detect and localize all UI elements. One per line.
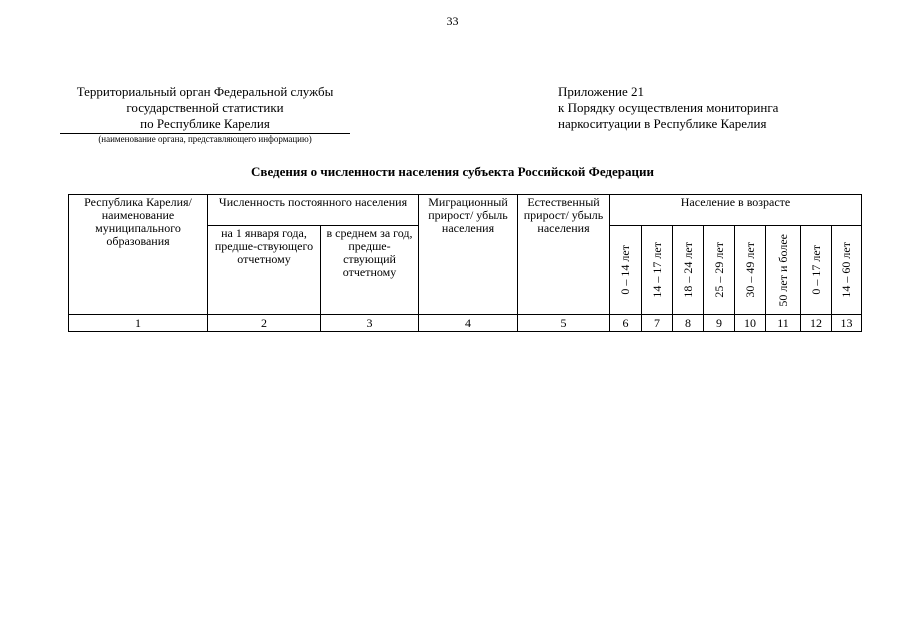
appendix-line: к Порядку осуществления мониторинга [558,100,779,115]
column-number: 6 [610,315,642,332]
column-number: 13 [832,315,862,332]
column-number: 11 [766,315,801,332]
header-age-label: 14 – 17 лет [649,242,664,298]
header-age-label: 0 – 14 лет [618,245,633,295]
appendix-block [558,84,778,132]
header-natural-growth: Естественный прирост/ убыль населения [518,195,610,315]
header-age-label: 25 – 29 лет [711,242,726,298]
header-migration: Миграционный прирост/ убыль населения [419,195,518,315]
header-age-label: 14 – 60 лет [839,242,854,298]
population-table [68,194,862,332]
column-number: 4 [419,315,518,332]
column-number-row [69,315,862,332]
header-age-25-29 [704,226,735,315]
organization-block [50,84,360,144]
header-age-50-plus [766,226,801,315]
column-number: 8 [673,315,704,332]
appendix-line: наркоситуации в Республике Карелия [558,116,767,131]
header-municipality: Республика Карелия/ наименование муниципального образования [69,195,208,315]
column-number: 3 [321,315,419,332]
header-age-label: 50 лет и более [776,233,791,307]
column-number: 12 [801,315,832,332]
header-age-0-17 [801,226,832,315]
column-number: 2 [208,315,321,332]
column-number: 9 [704,315,735,332]
header-age-14-60 [832,226,862,315]
header-age-label: 0 – 17 лет [808,245,823,295]
header-population-average: в среднем за год, предше-ствующий отчетному [321,226,419,315]
column-number: 10 [735,315,766,332]
column-number: 1 [69,315,208,332]
page-number: 33 [446,14,459,28]
header-age-30-49 [735,226,766,315]
organization-caption: (наименование органа, представляющего информацию) [98,134,312,144]
header-population-group: Численность постоянного населения [208,195,419,226]
organization-line: Территориальный орган Федеральной службы [76,84,334,99]
header-age-18-24 [673,226,704,315]
header-age-label: 18 – 24 лет [680,242,695,298]
header-age-label: 30 – 49 лет [742,242,757,298]
column-number: 5 [518,315,610,332]
organization-line: по Республике Карелия [140,116,270,131]
header-age-14-17 [642,226,673,315]
organization-line: государственной статистики [126,100,284,115]
header-age-group: Население в возрасте [610,195,862,226]
appendix-line: Приложение 21 [558,84,645,99]
column-number: 7 [642,315,673,332]
header-age-0-14 [610,226,642,315]
document-title: Сведения о численности населения субъекта Российской Федерации [251,164,654,179]
header-population-jan1: на 1 января года, предше-ствующего отчетному [208,226,321,315]
